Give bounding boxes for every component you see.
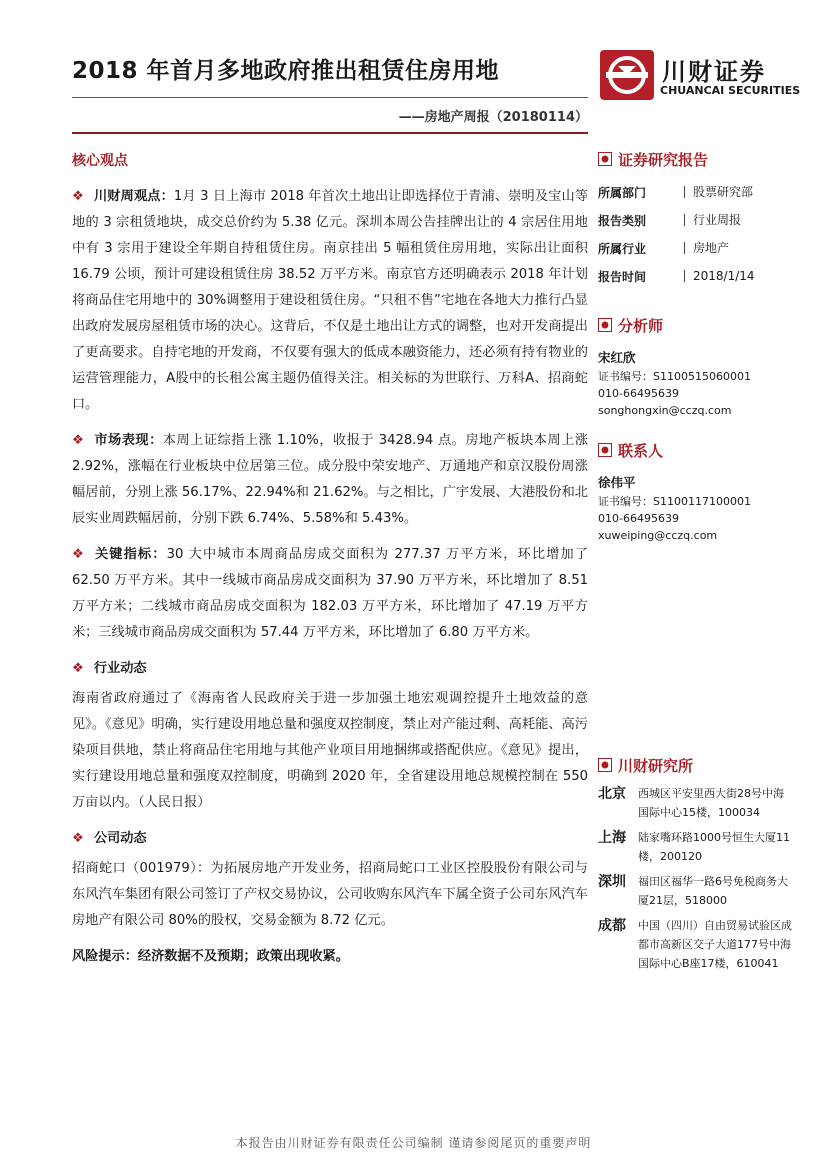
market-performance-label: 市场表现：: [94, 433, 163, 448]
meta-row-category: 报告类别 行业周报: [598, 213, 742, 228]
industry-news-text: 海南省政府通过了《海南省人民政府关于进一步加强土地宏观调控提升土地效益的意见》。《意见》明确，实行建设用地总量和强度双控制度，禁止对产能过剩、高耗能、高污染项目供地，禁止将商品住宅用地与其他产业项目用地捆绑或搭配供应。《意见》提出，实行建设用地总量和强度双控制度，明确到 2020 年，全省建设用地总规模控制在 550 万亩以内。（人民日报）: [72, 691, 588, 810]
company-news-heading: ❖ 公司动态: [72, 831, 147, 846]
weekly-view-paragraph: [72, 184, 588, 418]
meta-row-date: 报告时间 2018/1/14: [598, 269, 755, 284]
office-shenzhen: 深圳 福田区福华一路6号免税商务大厦21层，518000: [598, 874, 788, 907]
section-marker-icon: [598, 152, 612, 166]
header-divider: [72, 132, 588, 134]
meta-row-industry: 所属行业 房地产: [598, 241, 730, 256]
analyst-phone: 010-66495639: [598, 387, 679, 400]
analyst-card: [598, 348, 798, 419]
diamond-bullet-icon: ❖: [72, 831, 84, 846]
research-report-heading: 证券研究报告: [598, 148, 798, 170]
analyst-email[interactable]: songhongxin@cczq.com: [598, 404, 732, 417]
office-shanghai: 上海 陆家嘴环路1000号恒生大厦11楼，200120: [598, 830, 790, 863]
meta-row-department: 所属部门 股票研究部: [598, 185, 754, 200]
analyst-cert: 证书编号：S1100515060001: [598, 370, 751, 383]
market-performance-text: 本周上证综指上涨 1.10%，收报于 3428.94 点。房地产板块本周上涨 2.92%，涨幅在行业板块中位居第三位。成分股中荣安地产、万通地产和京汉股份周涨幅居前，分别上涨 56.17%、22.94%和 21.62%。与之相比，广宇发展、大港股份和北辰实业周跌幅居前，分别下跌 6.74%、5.58%和 5.43%。: [72, 433, 589, 526]
sidebar: [598, 148, 798, 979]
page-footer-disclaimer: 本报告由川财证券有限责任公司编制 谨请参阅尾页的重要声明: [235, 1136, 592, 1150]
key-indicators-paragraph: [72, 542, 588, 646]
section-marker-icon: [598, 758, 612, 772]
market-performance-paragraph: [72, 428, 588, 532]
office-chengdu: 成都 中国（四川）自由贸易试验区成都市高新区交子大道177号中海国际中心B座17楼，610041: [598, 918, 792, 970]
core-view-heading: 核心观点: [72, 153, 128, 169]
contact-card: [598, 473, 798, 544]
contact-cert: 证书编号：S1100117100001: [598, 495, 751, 508]
main-content: [72, 148, 588, 970]
analyst-name: 宋红欣: [598, 350, 636, 365]
diamond-bullet-icon: ❖: [72, 189, 84, 204]
section-marker-icon: [598, 318, 612, 332]
logo-english-name: CHUANCAI SECURITIES: [660, 84, 801, 97]
diamond-bullet-icon: ❖: [72, 433, 85, 448]
institute-heading: 川财研究所: [598, 754, 798, 776]
diamond-bullet-icon: ❖: [72, 547, 85, 562]
risk-warning: 风险提示：经济数据不及预期；政策出现收紧。: [72, 949, 349, 964]
analyst-heading: 分析师: [598, 314, 798, 336]
weekly-view-text: 1月 3 日上海市 2018 年首次土地出让即选择位于青浦、崇明及宝山等地的 3 宗租赁地块，成交总价约为 5.38 亿元。深圳本周公告挂牌出让的 4 宗居住用地中有 3 宗用于建设全年期自持租赁住房。南京挂出 5 幅租赁住房用地，实际出让面积 16.79 公顷，预计可建设租赁住房 38.52 万平方米。南京官方还明确表示 2018 年计划将商品住宅用地中的 30%调整用于建设租赁住房。“只租不售”宅地在各地大力推行凸显出政府发展房屋租赁市场的决心。这背后，不仅是土地出让方式的调整，也对开发商提出了更高要求。自持宅地的开发商，不仅要有强大的低成本融资能力，还必须有持有物业的运营管理能力，A股中的长租公寓主题仍值得关注。相关标的为世联行、万科A、招商蛇口。: [72, 189, 589, 412]
contact-email[interactable]: xuweiping@cczq.com: [598, 529, 718, 542]
contact-name: 徐伟平: [598, 475, 636, 490]
company-logo: [600, 50, 800, 106]
report-subtitle: ——房地产周报（20180114）: [398, 110, 588, 125]
report-title: 2018 年首月多地政府推出租赁住房用地: [72, 58, 500, 84]
key-indicators-label: 关键指标：: [94, 547, 167, 562]
contact-phone: 010-66495639: [598, 512, 679, 525]
contact-heading: 联系人: [598, 439, 798, 461]
diamond-bullet-icon: ❖: [72, 661, 84, 676]
key-indicators-text: 30 大中城市本周商品房成交面积为 277.37 万平方米，环比增加了 62.50 万平方米。其中一线城市商品房成交面积为 37.90 万平方米，环比增加了 8.51 万平方米；二线城市商品房成交面积为 182.03 万平方米，环比增加了 47.19 万平方米；三线城市商品房成交面积为 57.44 万平方米，环比增加了 6.80 万平方米。: [72, 547, 589, 640]
industry-news-heading: ❖ 行业动态: [72, 661, 147, 676]
weekly-view-label: 川财周观点：: [93, 189, 174, 204]
logo-chinese-name: 川财证券: [662, 58, 766, 86]
chuancai-logo-icon: [600, 50, 654, 100]
title-divider: [72, 97, 588, 98]
section-marker-icon: [598, 443, 612, 457]
company-news-text: 招商蛇口（001979）：为拓展房地产开发业务，招商局蛇口工业区控股股份有限公司与东风汽车集团有限公司签订了产权交易协议，公司收购东风汽车下属全资子公司东风汽车房地产有限公司 80%的股权，交易金额为 8.72 亿元。: [72, 861, 588, 928]
office-beijing: 北京 西城区平安里西大街28号中海国际中心15楼，100034: [598, 786, 784, 819]
